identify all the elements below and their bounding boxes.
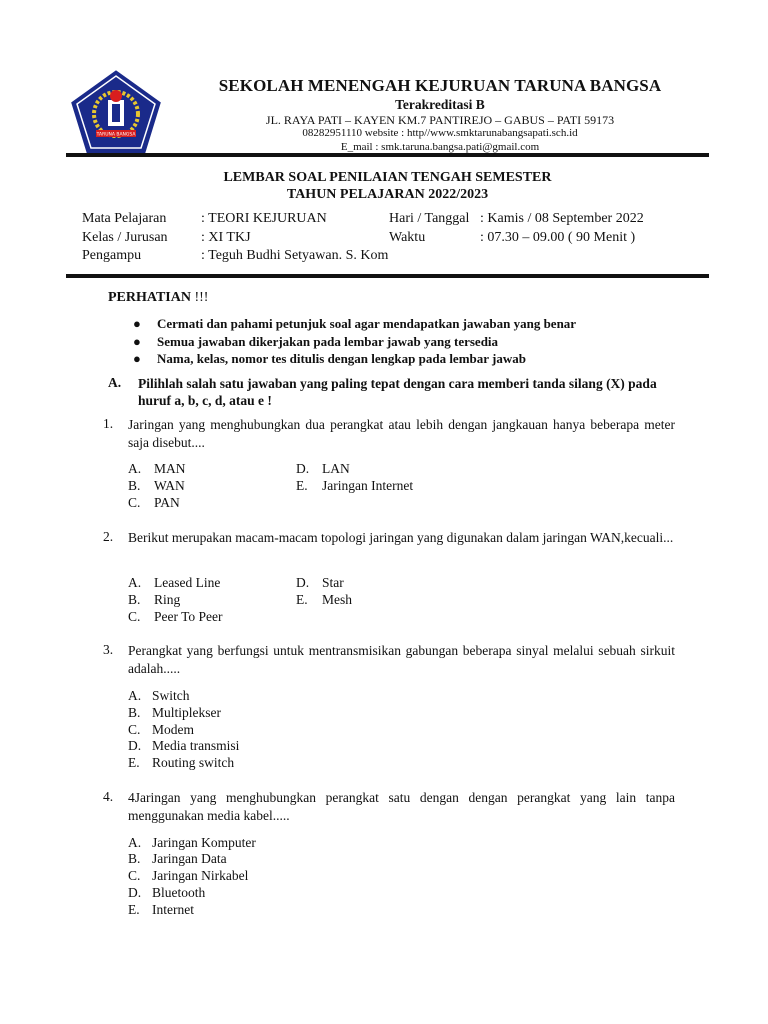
option-letter: C. bbox=[128, 609, 141, 624]
option-letter: B. bbox=[128, 478, 141, 493]
option-letter: A. bbox=[128, 575, 142, 590]
option-letter: D. bbox=[128, 885, 142, 900]
accreditation: Terakreditasi B bbox=[395, 97, 485, 112]
logo-text: TARUNA BANGSA bbox=[96, 132, 136, 138]
attention-title: PERHATIAN bbox=[108, 290, 191, 305]
teacher-value: : Teguh Budhi Setyawan. S. Kom bbox=[201, 248, 389, 263]
option-letter: E. bbox=[128, 755, 140, 770]
option-b[interactable] bbox=[128, 478, 185, 494]
attention-item-text: Semua jawaban dikerjakan pada lembar jawab yang tersedia bbox=[157, 334, 499, 349]
option-letter: D. bbox=[296, 575, 310, 590]
option-letter: A. bbox=[128, 835, 142, 850]
option-text: Bluetooth bbox=[152, 885, 206, 900]
section-label: A. bbox=[108, 375, 122, 390]
date-value: : Kamis / 08 September 2022 bbox=[480, 211, 644, 226]
option-letter: A. bbox=[128, 461, 142, 476]
option-letter: C. bbox=[128, 722, 141, 737]
option-letter: B. bbox=[128, 851, 141, 866]
info-divider bbox=[66, 274, 709, 278]
option-text: WAN bbox=[154, 478, 185, 493]
attention-heading bbox=[108, 290, 208, 306]
option-a[interactable] bbox=[128, 575, 220, 591]
date-label: Hari / Tanggal bbox=[389, 211, 470, 226]
option-letter: D. bbox=[128, 738, 142, 753]
attention-item-text: Nama, kelas, nomor tes ditulis dengan lengkap pada lembar jawab bbox=[157, 351, 526, 366]
teacher-label: Pengampu bbox=[82, 248, 142, 263]
header-divider bbox=[66, 153, 709, 157]
option-text: Mesh bbox=[322, 592, 352, 607]
attention-item-text: Cermati dan pahami petunjuk soal agar mendapatkan jawaban yang benar bbox=[157, 316, 577, 331]
option-text: Internet bbox=[152, 902, 194, 917]
option-text: LAN bbox=[322, 461, 350, 476]
section-instruction: Pilihlah salah satu jawaban yang paling tepat dengan cara memberi tanda silang (X) pada huruf a, b, c, d, atau e ! bbox=[138, 376, 657, 408]
option-letter: E. bbox=[128, 902, 140, 917]
school-logo bbox=[66, 66, 166, 156]
option-d[interactable] bbox=[296, 461, 350, 477]
option-e[interactable] bbox=[128, 755, 234, 771]
option-letter: B. bbox=[128, 592, 141, 607]
option-letter: A. bbox=[128, 688, 142, 703]
option-e[interactable] bbox=[296, 592, 352, 608]
class-value: : XI TKJ bbox=[201, 230, 251, 245]
attention-item bbox=[133, 334, 498, 350]
option-b[interactable] bbox=[128, 592, 180, 608]
class-label: Kelas / Jurusan bbox=[82, 230, 168, 245]
option-text: PAN bbox=[154, 495, 180, 510]
subject-value: : TEORI KEJURUAN bbox=[201, 211, 327, 226]
option-text: Multiplekser bbox=[152, 705, 221, 720]
option-text: Routing switch bbox=[152, 755, 235, 770]
option-letter: C. bbox=[128, 868, 141, 883]
question-text: Jaringan yang menghubungkan dua perangkat atau lebih dengan jangkauan hanya beberapa meter saja disebut.... bbox=[128, 417, 675, 450]
question-number: 2. bbox=[103, 529, 114, 544]
question-number: 1. bbox=[103, 416, 114, 431]
option-text: Jaringan Data bbox=[152, 851, 227, 866]
option-letter: D. bbox=[296, 461, 310, 476]
option-b[interactable] bbox=[128, 705, 221, 721]
time-value: : 07.30 – 09.00 ( 90 Menit ) bbox=[480, 230, 636, 245]
subject-label: Mata Pelajaran bbox=[82, 211, 167, 226]
question-text: Berikut merupakan macam-macam topologi jaringan yang digunakan dalam jaringan WAN,kecuali... bbox=[128, 530, 674, 545]
option-letter: E. bbox=[296, 592, 308, 607]
option-a[interactable] bbox=[128, 688, 190, 704]
school-email: E_mail : smk.taruna.bangsa.pati@gmail.com bbox=[340, 141, 540, 153]
option-text: Ring bbox=[154, 592, 181, 607]
option-text: Jaringan Nirkabel bbox=[152, 868, 249, 883]
option-c[interactable] bbox=[128, 868, 248, 884]
option-text: Jaringan Internet bbox=[322, 478, 414, 493]
option-letter: C. bbox=[128, 495, 141, 510]
option-d[interactable] bbox=[128, 738, 239, 754]
exam-title: LEMBAR SOAL PENILAIAN TENGAH SEMESTER bbox=[223, 170, 552, 185]
option-text: Jaringan Komputer bbox=[152, 835, 256, 850]
option-text: Media transmisi bbox=[152, 738, 240, 753]
option-d[interactable] bbox=[128, 885, 205, 901]
option-b[interactable] bbox=[128, 851, 227, 867]
option-text: Switch bbox=[152, 688, 190, 703]
attention-marks: !!! bbox=[194, 290, 209, 305]
option-c[interactable] bbox=[128, 609, 223, 625]
exam-year: TAHUN PELAJARAN 2022/2023 bbox=[286, 187, 489, 202]
option-text: MAN bbox=[154, 461, 186, 476]
option-letter: B. bbox=[128, 705, 141, 720]
bullet-icon: ● bbox=[133, 351, 141, 366]
option-e[interactable] bbox=[128, 902, 194, 918]
option-text: Peer To Peer bbox=[154, 609, 223, 624]
option-a[interactable] bbox=[128, 835, 256, 851]
question-number: 3. bbox=[103, 642, 114, 657]
attention-item bbox=[133, 316, 576, 332]
question-text: 4Jaringan yang menghubungkan perangkat satu dengan dengan perangkat yang lain tanpa menggunakan media kabel..... bbox=[128, 790, 675, 823]
school-contact: 08282951110 website : http//www.smktarunabangsapati.sch.id bbox=[302, 127, 578, 139]
attention-item bbox=[133, 351, 526, 367]
option-a[interactable] bbox=[128, 461, 186, 477]
option-e[interactable] bbox=[296, 478, 413, 494]
option-letter: E. bbox=[296, 478, 308, 493]
option-c[interactable] bbox=[128, 495, 180, 511]
time-label: Waktu bbox=[389, 230, 426, 245]
option-text: Leased Line bbox=[154, 575, 221, 590]
option-d[interactable] bbox=[296, 575, 344, 591]
question-number: 4. bbox=[103, 789, 114, 804]
bullet-icon: ● bbox=[133, 316, 141, 331]
school-name: SEKOLAH MENENGAH KEJURUAN TARUNA BANGSA bbox=[218, 76, 662, 95]
bullet-icon: ● bbox=[133, 334, 141, 349]
question-text: Perangkat yang berfungsi untuk mentransmisikan gabungan beberapa sinyal melalui sebuah sirkuit adalah..... bbox=[128, 643, 675, 676]
option-c[interactable] bbox=[128, 722, 194, 738]
school-address: JL. RAYA PATI – KAYEN KM.7 PANTIREJO – GABUS – PATI 59173 bbox=[265, 113, 615, 127]
option-text: Star bbox=[322, 575, 344, 590]
option-text: Modem bbox=[152, 722, 194, 737]
